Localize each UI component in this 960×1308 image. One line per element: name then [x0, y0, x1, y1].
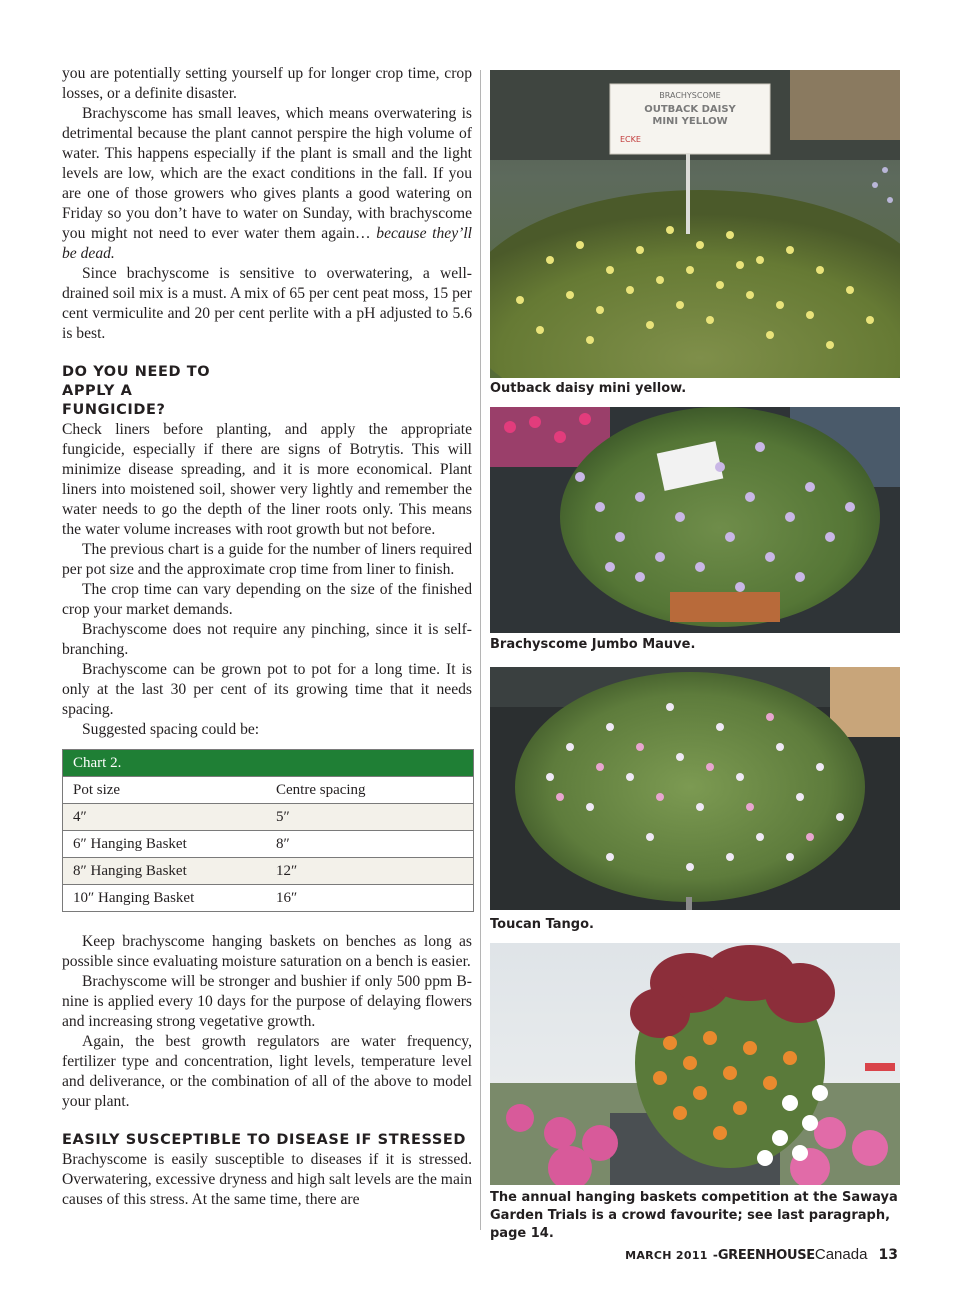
chart-header-row [63, 776, 473, 803]
paragraph: Brachyscome can be grown pot to pot for a long time. It is only at the last 30 per cent of its growing time that it needs spacing. [62, 661, 472, 718]
paragraph: Keep brachyscome hanging baskets on benches as long as possible since evaluating moisture saturation on a bench is easier. [62, 933, 472, 970]
photo-outback-daisy [490, 70, 900, 378]
photo-caption: Toucan Tango. [490, 917, 594, 932]
paragraph: Brachyscome will be stronger and bushier if only 500 ppm B-nine is applied every 10 days for the purpose of delaying flowers and increasing strong vegetative growth. [62, 973, 472, 1030]
photo-hanging-baskets-image [490, 943, 900, 1185]
paragraph: The previous chart is a guide for the number of liners required per pot size and the approximate crop time from liner to finish. [62, 541, 472, 578]
sign-line: BRACHYSCOME [659, 91, 721, 100]
footer-separator: - [712, 1248, 718, 1262]
chart-header-centre-spacing: Centre spacing [276, 782, 366, 798]
photo-jumbo-mauve-image [490, 407, 900, 633]
page-footer [625, 1244, 898, 1263]
photo-caption: Brachyscome Jumbo Mauve. [490, 637, 696, 652]
photo-jumbo-mauve [490, 407, 900, 633]
chart-title: Chart 2. [63, 750, 473, 776]
chart-cell: 8″ Hanging Basket [73, 863, 187, 879]
article-body [62, 64, 472, 1210]
paragraph: Brachyscome is easily susceptible to diseases if it is stressed. Overwatering, excessive dryness and high salt levels are the main causes of this stress. At the same time, there are [62, 1151, 472, 1208]
chart-cell: 6″ Hanging Basket [73, 836, 187, 852]
paragraph-italic: because they’ll be dead. [62, 225, 472, 262]
sign-logo: ECKE [620, 135, 641, 144]
chart-cell: 8″ [276, 836, 290, 852]
paragraph: The crop time can vary depending on the size of the finished crop your market demands. [62, 581, 472, 618]
page-number: 13 [878, 1247, 898, 1263]
photo-toucan-tango [490, 667, 900, 910]
paragraph [62, 104, 472, 264]
chart-header-pot-size: Pot size [73, 782, 121, 798]
chart-row [63, 857, 473, 884]
photo-outback-daisy-image [490, 70, 900, 378]
paragraph: Brachyscome does not require any pinching, since it is self-branching. [62, 621, 472, 658]
paragraph: Since brachyscome is sensitive to overwatering, a well-drained soil mix is a must. A mix of 65 per cent peat moss, 15 per cent vermiculite and 20 per cent perlite with a pH adjusted to 5.6 is best. [62, 265, 472, 342]
paragraph: Again, the best growth regulators are water frequency, fertilizer type and concentration, light levels, temperature level and deliverance, or the combination of all of the above to model your plant. [62, 1033, 472, 1110]
sign-line: OUTBACK DAISY [644, 104, 736, 115]
photo-caption: The annual hanging baskets competition at the Sawaya Garden Trials is a crowd favourite; see last paragraph, page 14. [490, 1190, 898, 1241]
chart-row [63, 884, 473, 911]
spacing-chart [62, 749, 474, 912]
photo-caption: Outback daisy mini yellow. [490, 381, 687, 396]
footer-brand: GREENHOUSE [717, 1248, 815, 1263]
chart-cell: 5″ [276, 809, 290, 825]
chart-row [63, 830, 473, 857]
column-divider [480, 70, 481, 1230]
chart-rows [63, 776, 473, 911]
paragraph: you are potentially setting yourself up for longer crop time, crop losses, or a definite disaster. [62, 65, 472, 102]
section-heading: DO YOU NEED TO APPLY A FUNGICIDE? [62, 364, 211, 418]
chart-cell: 12″ [276, 863, 298, 879]
paragraph: Check liners before planting, and apply the appropriate fungicide, especially if there are signs of Botrytis. This will minimize disease spreading, and it is more economical. Plant liners into moistened soil, shower very lightly and remember the water needs to go the depth of the liner roots only. This means the water volume increases with root growth but not before. [62, 421, 472, 538]
footer-brand-suffix: Canada [814, 1246, 868, 1263]
chart-cell: 16″ [276, 890, 298, 906]
chart-row [63, 803, 473, 830]
footer-issue: MARCH 2011 [625, 1249, 708, 1262]
chart-cell: 10″ Hanging Basket [73, 890, 195, 906]
sign-line: MINI YELLOW [652, 116, 728, 127]
paragraph: Suggested spacing could be: [82, 721, 260, 738]
photo-toucan-tango-image [490, 667, 900, 910]
chart-cell: 4″ [73, 809, 87, 825]
section-heading: EASILY SUSCEPTIBLE TO DISEASE IF STRESSED [62, 1132, 467, 1148]
photo-hanging-baskets [490, 943, 900, 1185]
paragraph-text: Brachyscome has small leaves, which means overwatering is detrimental because the plant cannot perspire the high volume of water. This happens especially if the plant is small and the light levels are low, which are the exact conditions in the fall. If you are one of those growers who gives plants a good watering on Friday so you don’t have to water on Sunday, with brachyscome you might not need to ever water them again… [62, 105, 472, 242]
